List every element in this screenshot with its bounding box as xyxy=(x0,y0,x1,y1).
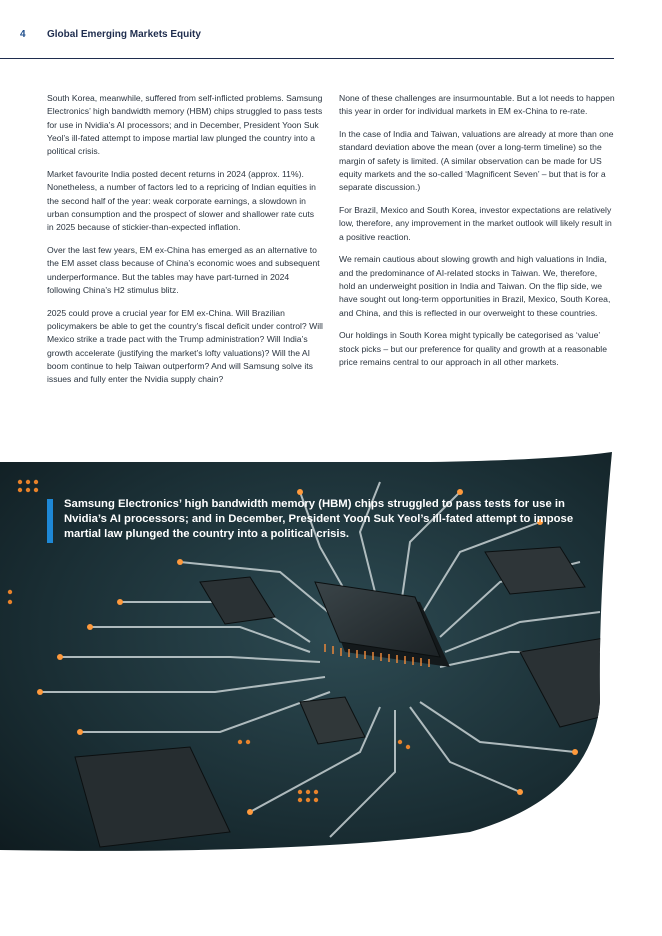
page-number: 4 xyxy=(20,29,26,40)
paragraph: None of these challenges are insurmountable. But a lot needs to happen this year in order for individual markets in EM ex-China to re-rate. xyxy=(339,93,615,117)
right-column xyxy=(339,92,615,379)
pull-quote-text: Samsung Electronics’ high bandwidth memory (HBM) chips struggled to pass tests for use in Nvidia’s AI processors; and in December, President Yoon Suk Yeol’s ill-fated attempt to impose martial law plunged the country into a political crisis. xyxy=(64,498,574,540)
page-header xyxy=(0,0,662,60)
paragraph: In the case of India and Taiwan, valuations are already at more than one standard deviation above the mean (over a long-term timeline) so the margin of safety is limited. (A similar observation can be made for US equity markets and the so-called ‘Magnificent Seven’ – but that is for a separate discussion.) xyxy=(339,129,614,193)
running-title: Global Emerging Markets Equity xyxy=(47,29,201,40)
paragraph: We remain cautious about slowing growth and high valuations in India, and the predominance of AI-related stocks in Taiwan. We, therefore, hold an underweight position in India and Taiwan. On the flip side, we have sought out long-term opportunities in Brazil, Mexico, South Korea, and China, and this is reflected in our overweight to these countries. xyxy=(339,254,611,318)
paragraph: Our holdings in South Korea might typically be categorised as ‘value’ stock picks – but our preference for quality and growth at a reasonable price remains central to our approach in all other markets. xyxy=(339,330,607,368)
paragraph: For Brazil, Mexico and South Korea, investor expectations are relatively low, therefore, any improvement in the market outlook will likely result in a positive reaction. xyxy=(339,205,612,242)
paragraph: Market favourite India posted decent returns in 2024 (approx. 11%). Nonetheless, a number of factors led to a repricing of Indian equities in the second half of the year: weak corporate earnings, a slowdown in urban consumption and the prospect of slower and shallower rate cuts in 2025 because of stickier-than-expected inflation. xyxy=(47,168,316,233)
quote-accent-bar xyxy=(47,499,53,543)
pull-quote xyxy=(47,497,604,542)
paragraph: Over the last few years, EM ex-China has emerged as an alternative to the EM asset class because of China’s economic woes and subsequent underperformance. But the tables may have part-turned in 2024 following China’s H2 stimulus blitz. xyxy=(47,244,320,295)
left-column xyxy=(47,92,323,396)
paragraph: 2025 could prove a crucial year for EM ex-China. Will Brazilian policymakers be able to get the country’s fiscal deficit under control? Will Mexico strike a trade pact with the Trump administration? Will India’s growth accelerate (justifying the market’s lofty valuations)? Will the AI boom continue to help Taiwan outperform? And will Samsung solve its issues and fully enter the Nvidia supply chain? xyxy=(47,307,323,385)
paragraph: South Korea, meanwhile, suffered from self-inflicted problems. Samsung Electronics’ high bandwidth memory (HBM) chips struggled to pass tests for use in Nvidia’s AI processors; and in December, President Yoon Suk Yeol’s ill-fated attempt to impose martial law plunged the country into a political crisis. xyxy=(47,93,323,157)
header-rule xyxy=(0,58,614,59)
